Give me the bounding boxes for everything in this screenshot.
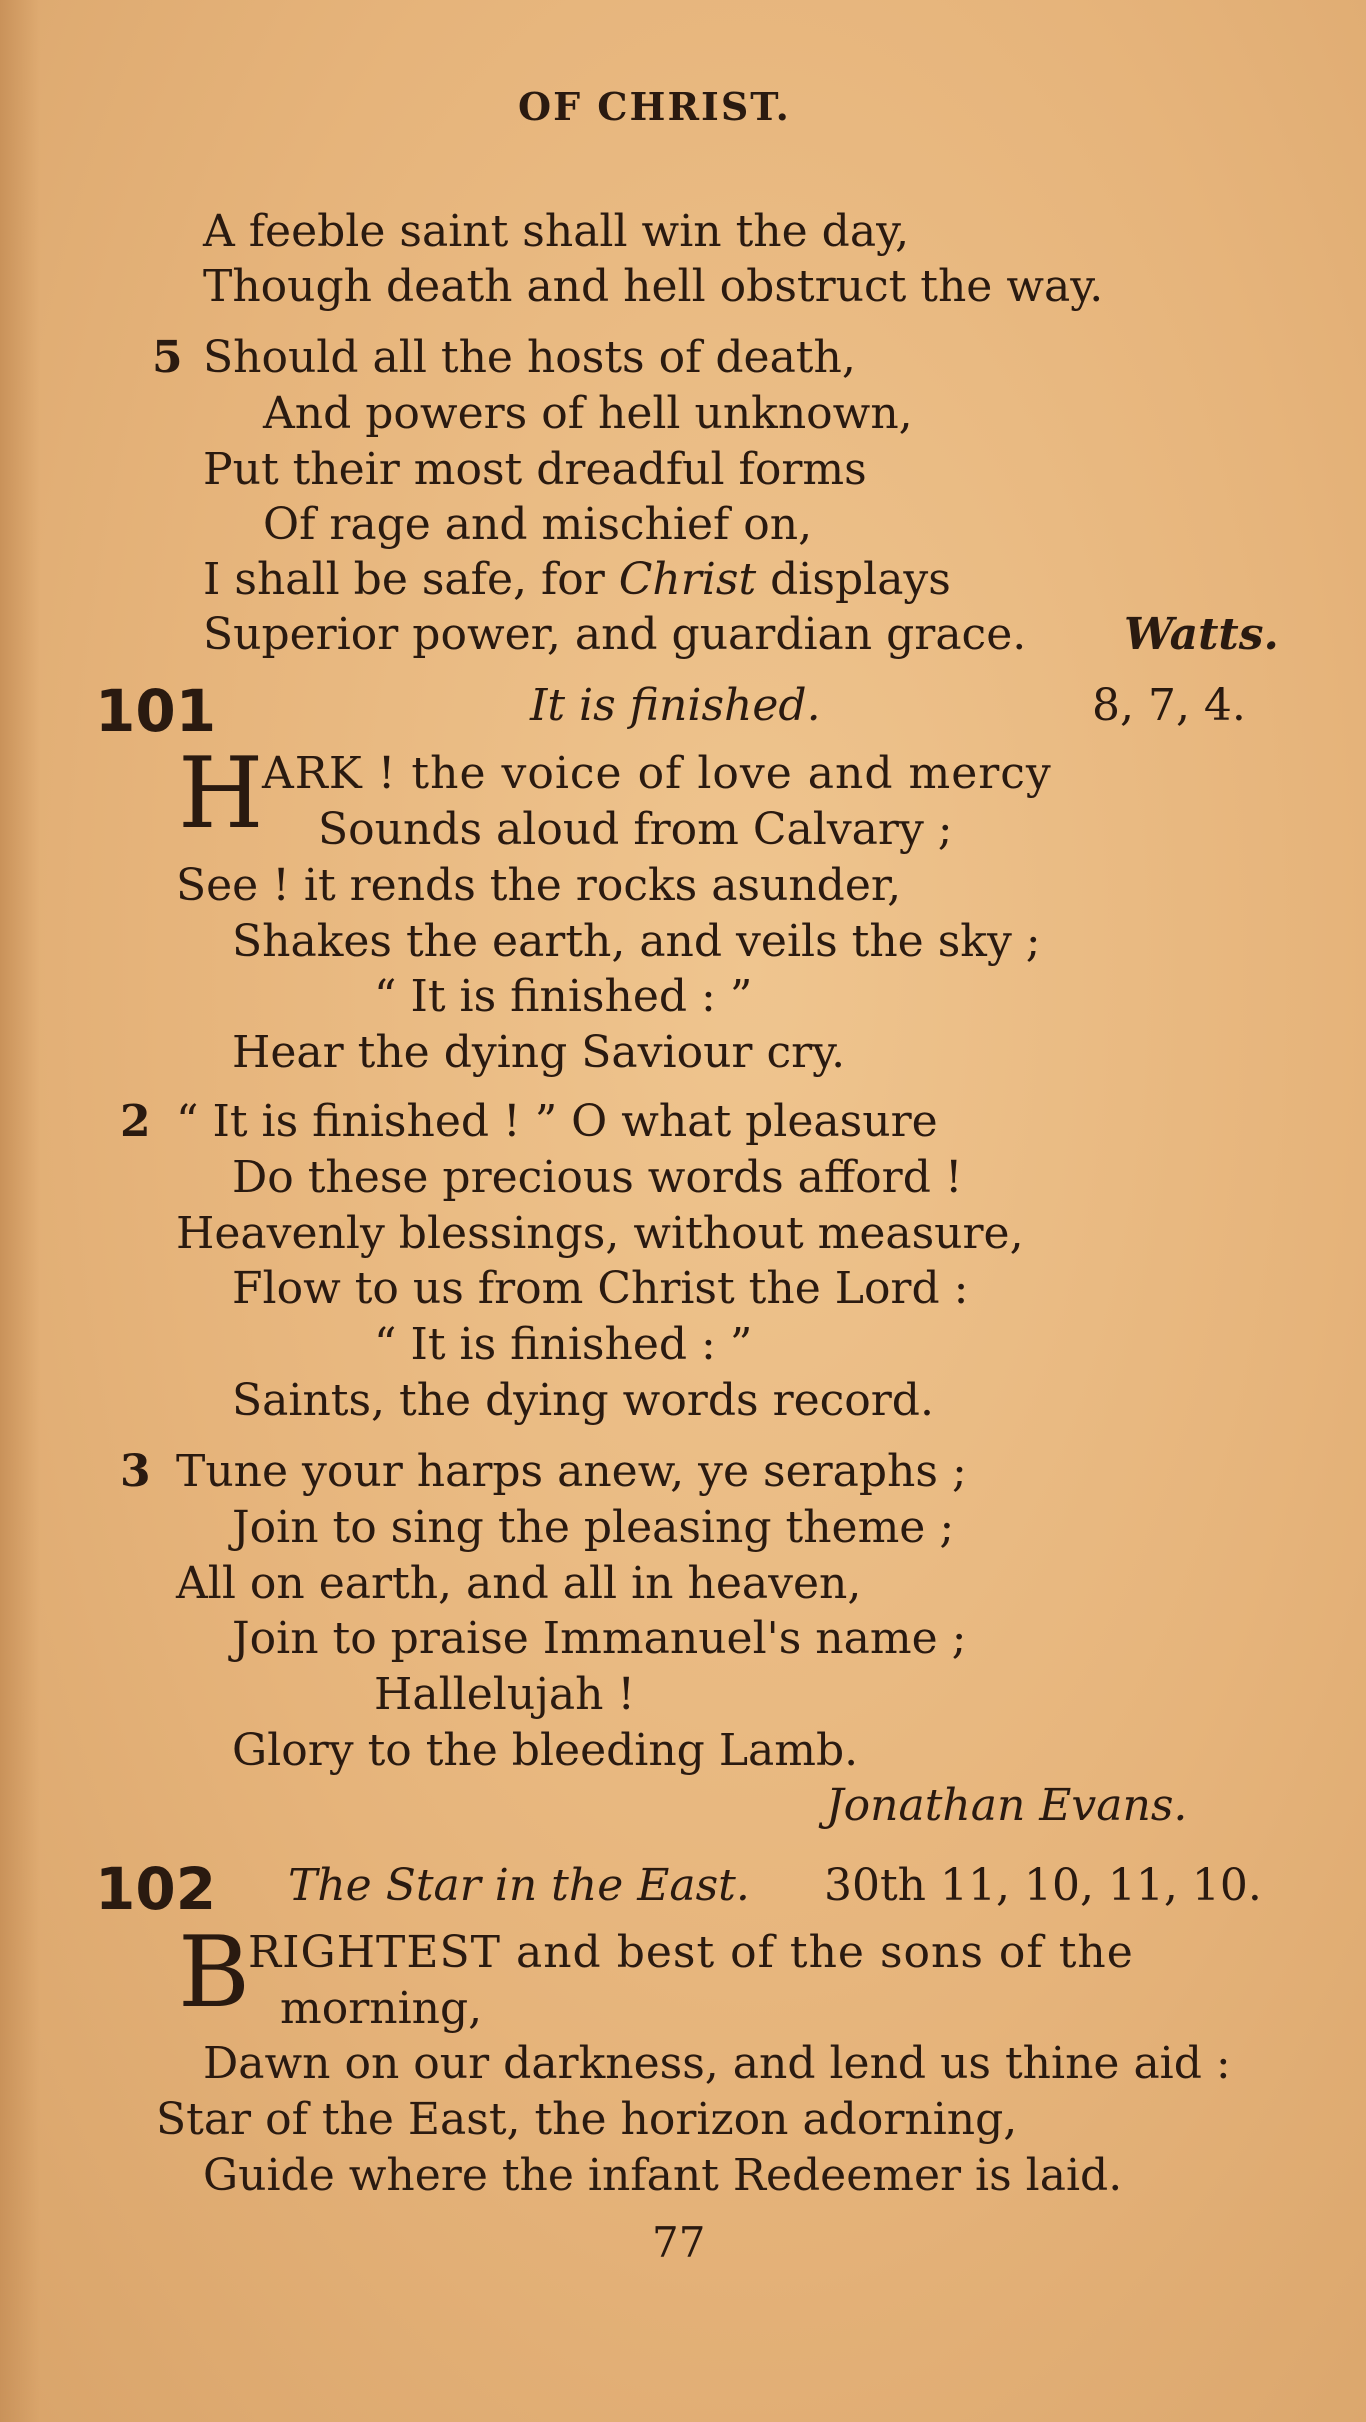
hymn-line: RIGHTEST and best of the sons of the — [248, 1927, 1134, 1978]
hymn-line: “ It is finished ! ” O what pleasure — [176, 1096, 938, 1147]
drop-cap: H — [178, 737, 264, 851]
hymn-line: Of rage and mischief on, — [263, 499, 813, 550]
drop-cap: B — [178, 1916, 251, 2030]
hymn-meter: 30th 11, 10, 11, 10. — [824, 1860, 1262, 1911]
hymn-line: “ It is finished : ” — [374, 971, 753, 1022]
hymn-line: See ! it rends the rocks asunder, — [176, 860, 902, 911]
hymn-line: morning, — [280, 1983, 483, 2034]
hymn-line: All on earth, and all in heaven, — [176, 1558, 862, 1609]
hymn-line: And powers of hell unknown, — [263, 388, 913, 439]
hymn-line: Join to praise Immanuel's name ; — [232, 1613, 967, 1664]
hymn-line: A feeble saint shall win the day, — [203, 206, 910, 257]
page-edge-shadow — [0, 0, 40, 2422]
hymn-title: It is finished. — [530, 680, 821, 731]
hymn-meter: 8, 7, 4. — [1092, 680, 1246, 731]
hymn-line: Glory to the bleeding Lamb. — [232, 1725, 859, 1776]
verse-number: 2 — [120, 1096, 151, 1147]
hymn-line: Shakes the earth, and veils the sky ; — [232, 916, 1041, 967]
hymn-line: Saints, the dying words record. — [232, 1375, 934, 1426]
hymn-title: The Star in the East. — [288, 1860, 750, 1911]
hymn-number: 101 — [95, 677, 217, 745]
hymn-line: Though death and hell obstruct the way. — [203, 261, 1104, 312]
hymn-line: Sounds aloud from Calvary ; — [318, 804, 953, 855]
hymn-line: Star of the East, the horizon adorning, — [156, 2094, 1018, 2145]
hymn-line: Flow to us from Christ the Lord : — [232, 1263, 969, 1314]
line-text: I shall be safe, for — [203, 554, 605, 605]
hymn-line: Join to sing the pleasing theme ; — [232, 1502, 955, 1553]
hymn-line: Heavenly blessings, without measure, — [176, 1208, 1024, 1259]
hymn-line: Guide where the infant Redeemer is laid. — [203, 2150, 1123, 2201]
hymn-line: Hallelujah ! — [374, 1669, 636, 1720]
hymn-line: “ It is finished : ” — [374, 1319, 753, 1370]
hymn-number: 102 — [95, 1855, 217, 1923]
verse-number: 3 — [120, 1446, 151, 1497]
hymn-line: ARK ! the voice of love and mercy — [262, 748, 1052, 799]
hymn-line: Put their most dreadful forms — [203, 444, 867, 495]
hymn-line: Superior power, and guardian grace. — [203, 609, 1027, 660]
hymn-line: Dawn on our darkness, and lend us thine aid : — [203, 2038, 1231, 2089]
hymn-line: Should all the hosts of death, — [203, 332, 856, 383]
line-text: displays — [770, 554, 951, 605]
hymn-line: Tune your harps anew, ye seraphs ; — [176, 1446, 967, 1497]
author-attribution: Jonathan Evans. — [826, 1780, 1188, 1831]
running-head: OF CHRIST. — [518, 84, 791, 129]
verse-number: 5 — [152, 332, 183, 383]
hymn-line — [203, 554, 951, 605]
hymn-line: Hear the dying Saviour cry. — [232, 1027, 846, 1078]
emphasis-christ: Christ — [618, 554, 757, 605]
hymn-line: Do these precious words afford ! — [232, 1152, 963, 1203]
page-number: 77 — [652, 2218, 706, 2267]
author-attribution: Watts. — [1124, 609, 1279, 660]
